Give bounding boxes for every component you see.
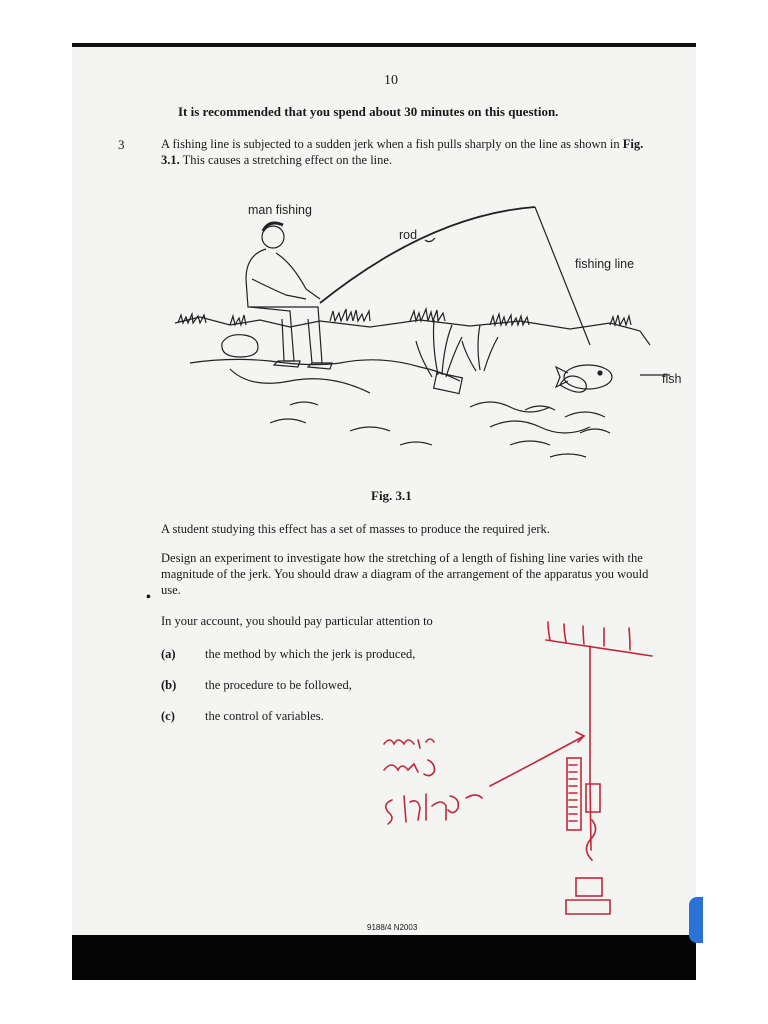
paper-code: 9188/4 N2003 <box>367 923 418 932</box>
question-intro <box>161 136 661 168</box>
fishing-illustration <box>170 195 690 475</box>
item-c-label: (c) <box>161 709 175 723</box>
item-a-text: the method by which the jerk is produced, <box>205 647 416 661</box>
bottom-black-bar <box>72 935 696 980</box>
item-b-text: the procedure to be followed, <box>205 678 352 692</box>
figure-reference: Fig. 3.1. <box>161 137 644 167</box>
intro-text-end: This causes a stretching effect on the line. <box>179 153 393 167</box>
intro-text-start: A fishing line is subjected to a sudden jerk when a fish pulls sharply on the line as shown in <box>161 137 623 151</box>
red-pen-drawing <box>370 610 670 940</box>
figure-caption: Fig. 3.1 <box>371 488 412 503</box>
label-fishing-line: fishing line <box>575 257 635 271</box>
scroll-handle[interactable] <box>689 897 703 943</box>
paragraph-account: In your account, you should pay particular attention to <box>161 614 433 628</box>
time-recommendation: It is recommended that you spend about 30 minutes on this question. <box>178 104 559 119</box>
item-b-label: (b) <box>161 678 177 692</box>
item-c-text: the control of variables. <box>205 709 324 723</box>
page-number: 10 <box>384 73 398 88</box>
question-number: 3 <box>118 137 125 152</box>
fishing-scene-drawing <box>170 195 690 475</box>
handwritten-apparatus-sketch <box>370 610 670 940</box>
item-a-label: (a) <box>161 647 176 661</box>
margin-mark: • <box>146 590 151 605</box>
label-fish: fish <box>662 372 682 386</box>
paragraph-design: Design an experiment to investigate how the stretching of a length of fishing line varies with the magnitude of the jerk. You should draw a diagram of the arrangement of the apparatus you would use. <box>161 551 649 597</box>
paragraph-masses: A student studying this effect has a set of masses to produce the required jerk. <box>161 522 550 536</box>
label-rod: rod <box>399 228 418 242</box>
label-man-fishing: man fishing <box>248 203 312 217</box>
